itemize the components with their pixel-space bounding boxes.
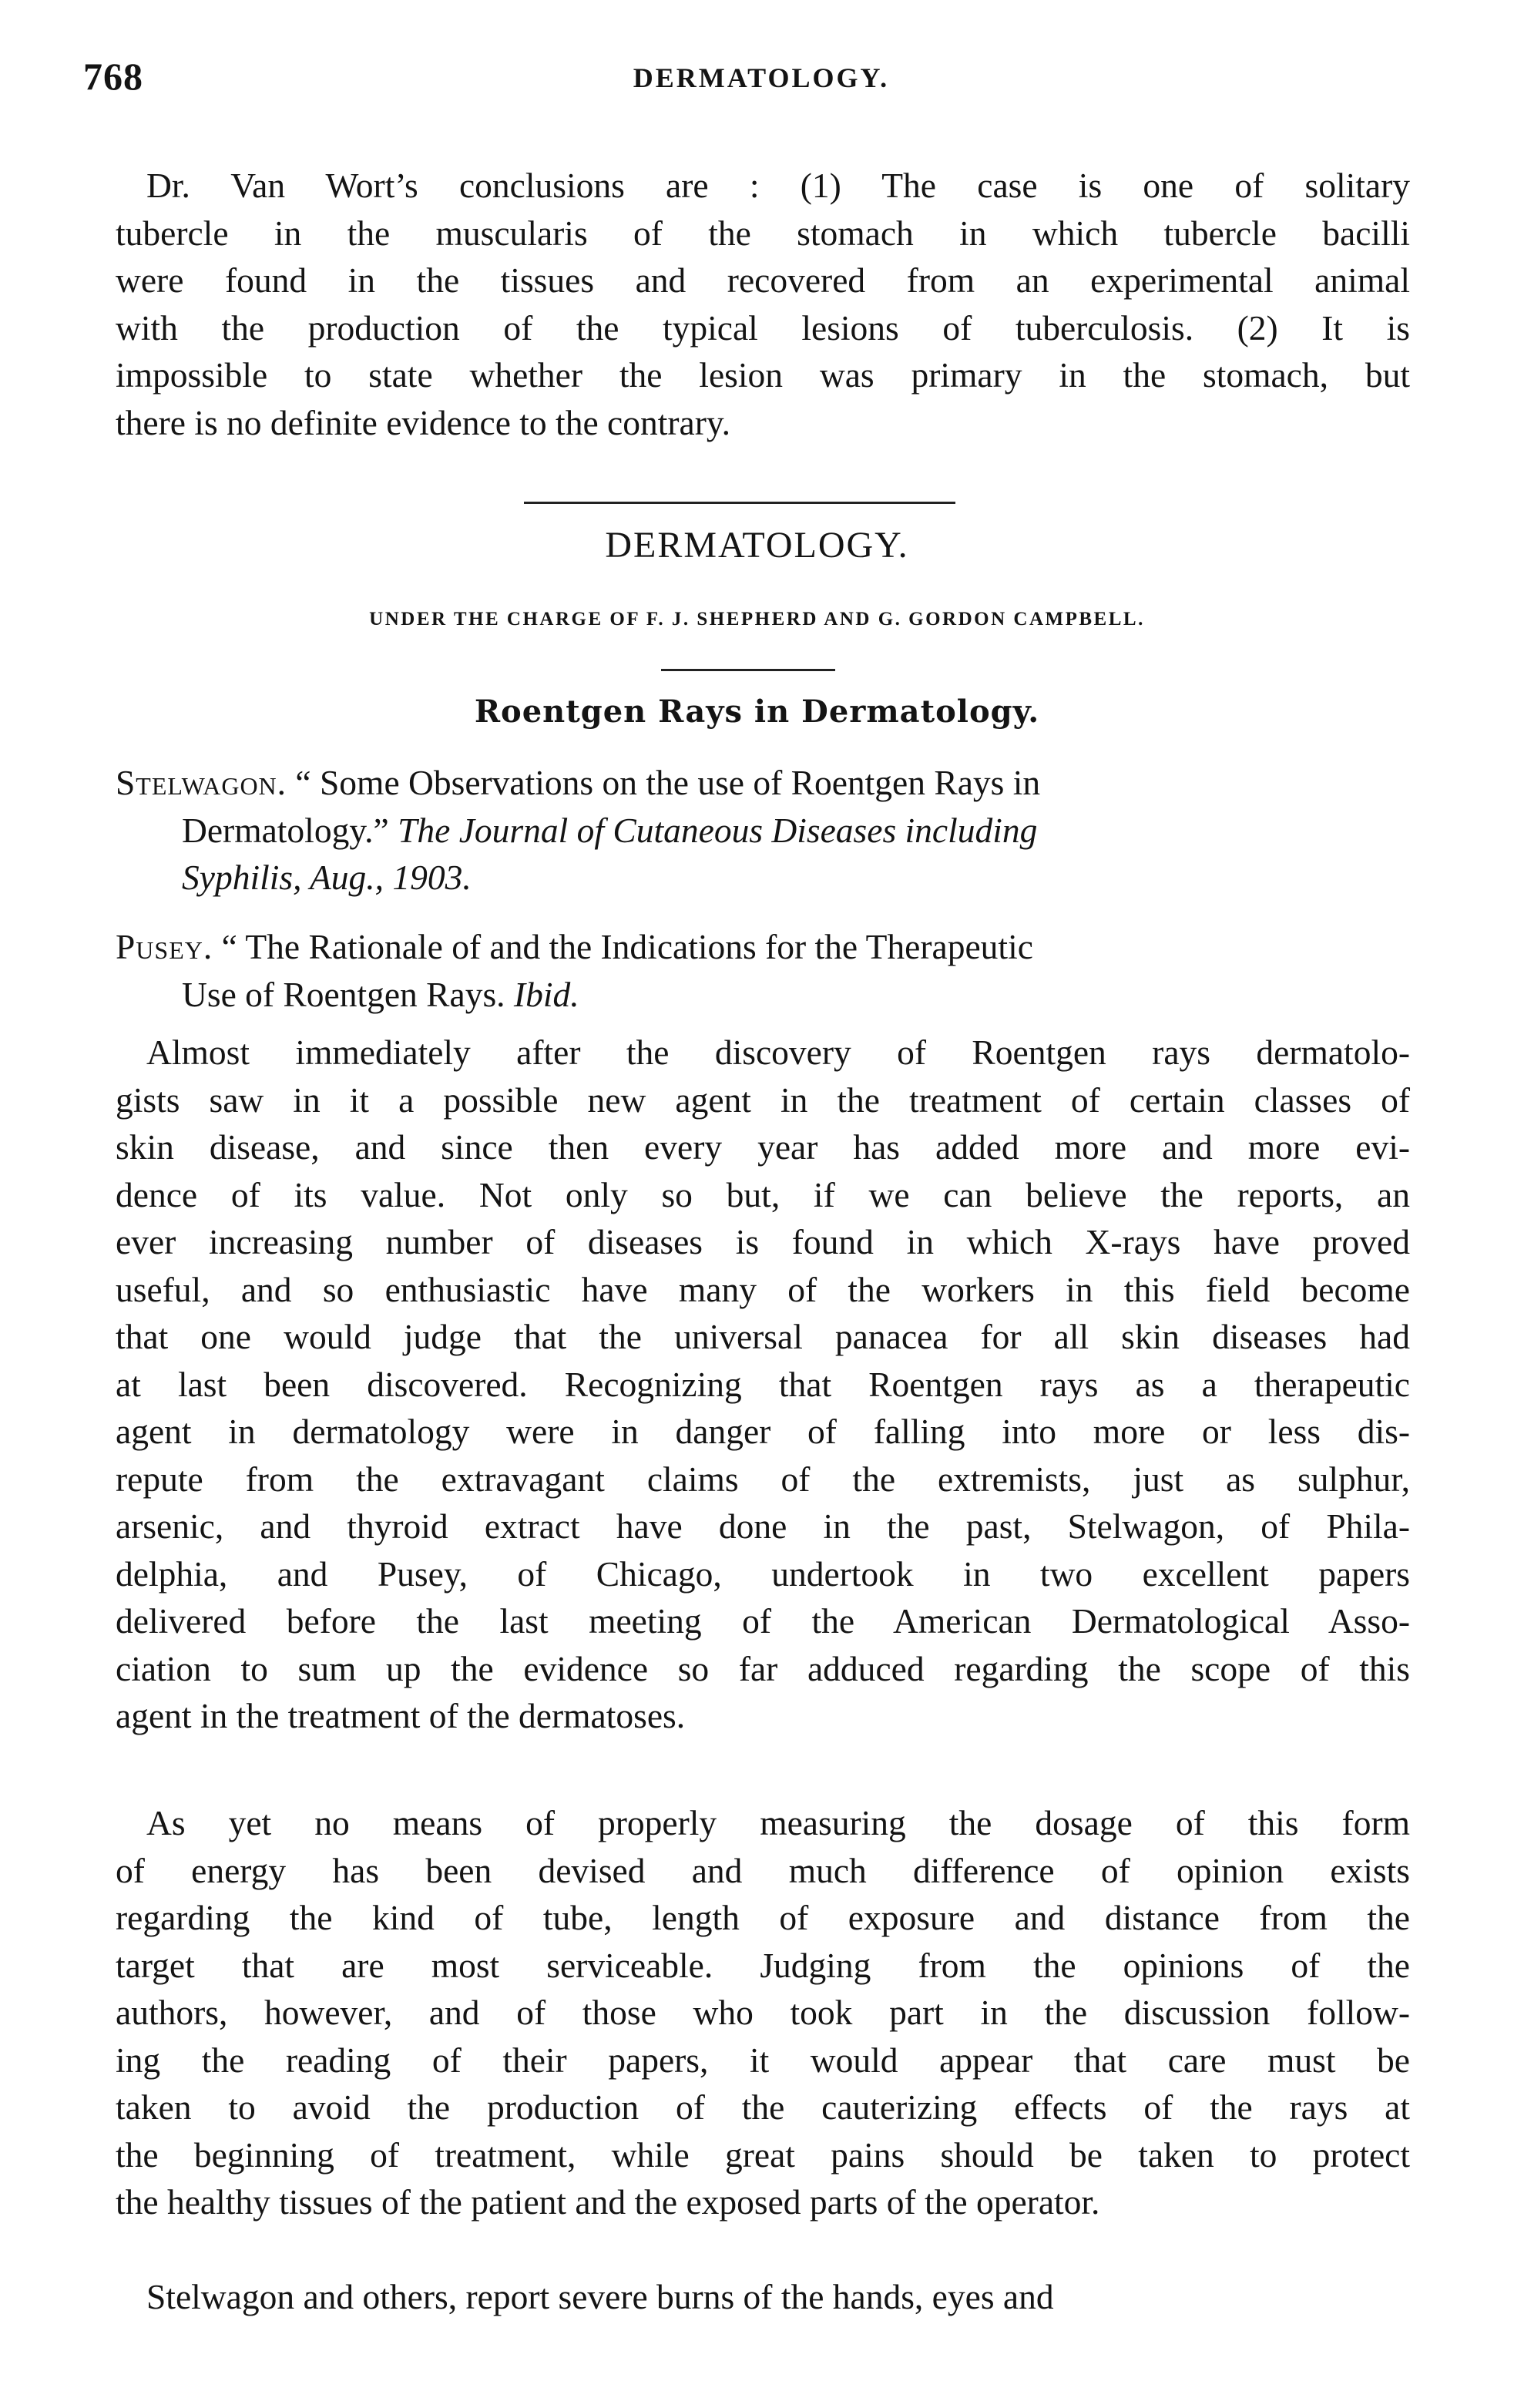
reference-author: Stelwagon. [116,763,287,802]
text-line: skin disease, and since then every year has added more and more evi- [116,1127,1410,1167]
reference-title-cont: Use of Roentgen Rays. [182,974,505,1014]
text-line: useful, and so enthusiastic have many of the workers in this field become [116,1269,1410,1309]
intro-paragraph [116,162,1410,446]
text-line: that one would judge that the universal panacea for all skin diseases had [116,1317,1410,1356]
reference-pusey [116,923,1410,1018]
body-paragraph-1 [116,1029,1410,1740]
body-paragraph-2 [116,1799,1410,2226]
text-line: Stelwagon and others, report severe burns of the hands, eyes and [146,2277,1054,2316]
text-line: of energy has been devised and much difference of opinion exists [116,1850,1410,1890]
text-line: arsenic, and thyroid extract have done in the past, Stelwagon, of Phila- [116,1506,1410,1546]
running-title: DERMATOLOGY. [633,62,890,93]
reference-journal: The Journal of Cutaneous Diseases including [388,810,1038,850]
reference-title-cont: Dermatology.” [182,810,389,850]
body-paragraph-3 [116,2273,1410,2321]
text-line: were found in the tissues and recovered from an experimental animal [116,260,1410,300]
section-divider [524,502,955,504]
text-line: taken to avoid the production of the cauterizing effects of the rays at [116,2087,1410,2127]
text-line: the beginning of treatment, while great pains should be taken to protect [116,2134,1410,2175]
text-line: at last been discovered. Recognizing that Roentgen rays as a therapeutic [116,1364,1410,1404]
text-line: gists saw in it a possible new agent in the treatment of certain classes of [116,1080,1410,1120]
reference-stelwagon [116,759,1410,902]
reference-author: Pusey. [116,927,213,966]
reference-title: “ The Rationale of and the Indications for the Therapeutic [213,927,1033,966]
text-line: repute from the extravagant claims of the extremists, just as sulphur, [116,1459,1410,1499]
article-title: Roentgen Rays in Dermatology. [474,694,1040,730]
text-line: with the production of the typical lesions of tuberculosis. (2) It is [116,307,1410,348]
reference-title: “ Some Observations on the use of Roentgen Rays in [287,763,1041,802]
text-line: agent in the treatment of the dermatoses. [116,1696,686,1735]
text-line: ing the reading of their papers, it would appear that care must be [116,2040,1410,2080]
text-line: agent in dermatology were in danger of falling into more or less dis- [116,1412,1410,1451]
text-line: As yet no means of properly measuring the dosage of this form [146,1803,1410,1842]
section-charge-line: UNDER THE CHARGE OF F. J. SHEPHERD AND G. GORDON CAMPBELL. [369,609,1145,630]
text-line: target that are most serviceable. Judging from the opinions of the [116,1945,1410,1985]
text-line: delivered before the last meeting of the American Dermatological Asso- [116,1601,1410,1641]
page-header [83,54,1439,123]
text-line: Almost immediately after the discovery of Roentgen rays dermatolo- [146,1033,1410,1072]
reference-ibid: Ibid. [505,974,579,1014]
text-line: authors, however, and of those who took part in the discussion follow- [116,1993,1410,2032]
text-line: the healthy tissues of the patient and the exposed parts of the operator. [116,2182,1100,2222]
text-line: there is no definite evidence to the contrary. [116,402,731,442]
text-line: tubercle in the muscularis of the stomach in which tubercle bacilli [116,213,1410,253]
text-line: ciation to sum up the evidence so far adduced regarding the scope of this [116,1648,1410,1688]
text-line: dence of its value. Not only so but, if we can believe the reports, an [116,1174,1410,1214]
text-line: impossible to state whether the lesion was primary in the stomach, but [116,355,1410,395]
short-divider [661,669,835,671]
text-line: regarding the kind of tube, length of exposure and distance from the [116,1898,1410,1937]
page-number: 768 [83,55,143,98]
reference-journal-cont: Syphilis, Aug., 1903. [182,858,472,897]
section-title: DERMATOLOGY. [605,525,909,566]
text-line: ever increasing number of diseases is found in which X-rays have proved [116,1222,1410,1261]
text-line: Dr. Van Wort’s conclusions are : (1) The case is one of solitary [146,166,1410,205]
text-line: delphia, and Pusey, of Chicago, undertook in two excellent papers [116,1553,1410,1594]
